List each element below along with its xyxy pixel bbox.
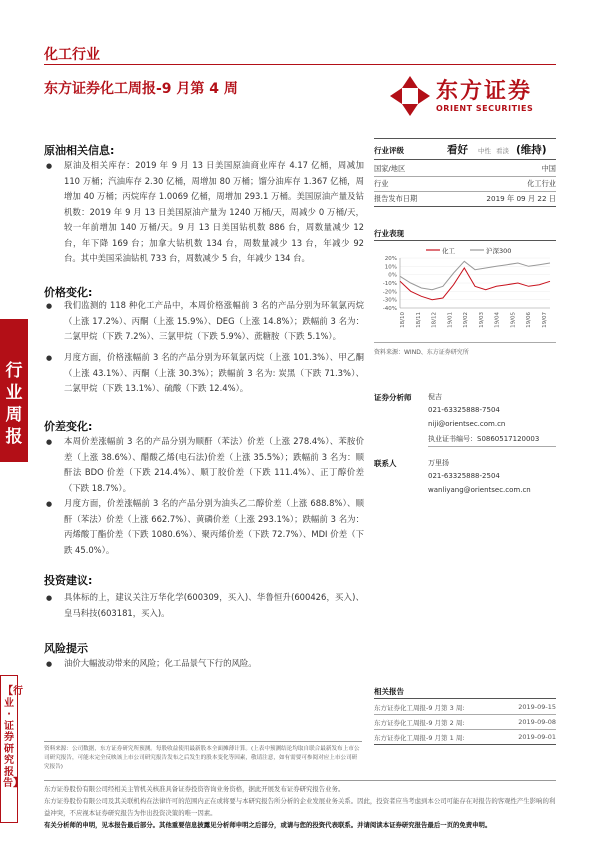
- related-report-date: 2019-09-15: [518, 703, 556, 711]
- related-report-link[interactable]: 东方证券化工周报-9 月第 2 周:: [374, 719, 465, 727]
- price-paragraph-1: 我们监测的 118 种化工产品中，本周价格涨幅前 3 名的产品分别为环氧氯丙烷（上涨 17.2%）、丙酮（上涨 15.9%）、DEG（上涨 14.8%）；跌幅前 3 名为：二氯甲烷（下跌 7.2%）、三氯甲烷（下跌 5.9%）、蔗糖胺（下跌 5.1%）。: [64, 300, 364, 341]
- contact-email[interactable]: wanliyang@orientsec.com.cn: [428, 486, 531, 494]
- info-key: 国家/地区: [374, 164, 406, 173]
- bullet-icon: ●: [46, 660, 53, 668]
- x-tick-label: 18/12: [431, 312, 438, 328]
- chart-title: 行业表现: [374, 229, 404, 238]
- chart-top-rule: [374, 240, 556, 241]
- bullet-icon: ●: [46, 162, 53, 170]
- logo-mark-icon: [388, 74, 432, 118]
- analyst-email[interactable]: niji@orientsec.com.cn: [428, 420, 506, 428]
- logo-text-en: ORIENT SECURITIES: [436, 104, 534, 113]
- related-report-link[interactable]: 东方证券化工周报-9 月第 3 周:: [374, 704, 465, 712]
- info-value: 化工行业: [527, 179, 556, 188]
- x-tick-label: 19/01: [447, 312, 454, 328]
- y-tick-label: -40%: [382, 306, 397, 312]
- oil-paragraph: 原油及相关库存：2019 年 9 月 13 日美国原油商业库存 4.17 亿桶，周减加 110 万桶；汽油库存 2.30 亿桶，周增加 80 万桶；馏分油库存 1.367 亿桶，周增加 40 万桶；丙烷库存 1.0069 亿桶，周增加 293.1 万桶。美国原油产量及钻机数：2019 年 9 月 13 日美国原油产量为 1240 万桶/天，周减少 0 万桶/天，较一年前增加 140 万桶/天。9 月 13 日美国钻机数 886 台，周数量减少 12 台，年下降 169 台；加拿大钻机数 134 台，周数量减少 13 台，年减少 92 台。其中美国采油钻机 733 台，周数减少 5 台，年减少 134 台。: [64, 160, 364, 263]
- contact-phone: 021-63325888-2504: [428, 472, 500, 480]
- spread-paragraph-1: 本周价差涨幅前 3 名的产品分别为顺酐（苯法）价差（上涨 278.4%）、苯胺价差（上涨 38.6%）、醋酸乙烯(电石法)价差（上涨 35.5%）；跌幅前 3 名为：顺酐法 BDO 价差（下跌 214.4%）、顺丁胶价差（下跌 111.4%）、正丁醇价差（下跌 18.7%）。: [64, 436, 364, 493]
- related-report-date: 2019-09-08: [518, 718, 556, 726]
- section-heading-invest: 投资建议:: [44, 574, 93, 587]
- related-report-link[interactable]: 东方证券化工周报-9 月第 1 周:: [374, 734, 465, 742]
- x-tick-label: 19/02: [463, 312, 470, 328]
- rating-bear: 看淡: [496, 147, 509, 155]
- footer-note-rule: [44, 741, 362, 742]
- logo-text: 东方证券: [436, 79, 533, 104]
- rating-bottom-rule: [374, 159, 556, 160]
- footer-rule: [44, 780, 556, 781]
- sector-tag: 化工行业: [44, 47, 100, 63]
- related-title: 相关报告: [374, 687, 404, 696]
- y-tick-label: -30%: [382, 297, 397, 304]
- section-heading-risk: 风险提示: [44, 642, 88, 655]
- risk-paragraph: 油价大幅波动带来的风险；化工品景气下行的风险。: [64, 658, 257, 668]
- related-bottom-rule: [374, 744, 556, 745]
- spread-paragraph-2: 月度方面，价差涨幅前 3 名的产品分别为油头乙二醇价差（上涨 688.8%）、顺酐（苯法）价差（上涨 662.7%）、黄磷价差（上涨 293.1%）；跌幅前 3 名为：丙烯酸丁酯价差（下跌 1080.6%）、聚丙烯价差（下跌 72.7%）、MDI 价差（下跌 45.0%）。: [64, 498, 364, 555]
- report-title: 东方证券化工周报-9 月第 4 周: [44, 81, 238, 97]
- section-heading-price: 价格变化:: [44, 286, 93, 299]
- bullet-icon: ●: [46, 500, 53, 508]
- x-tick-label: 19/05: [510, 312, 517, 328]
- rating-main: 看好: [447, 144, 468, 156]
- footer-line-3: 有关分析师的申明，见本报告最后部分。其他重要信息披露见分析师申明之后部分，或请与您的投资代表联系。并请阅读本证券研究报告最后一页的免责申明。: [44, 821, 492, 829]
- footer-note: 资料来源：公司数据，东方证券研究所预测。每股收益使用最新股本全面摊薄计算。(上表中预测结论均取自联合最新发布上市公司研究报告，可能未完全反映该上市公司研究报告发布之后发生的股本变化等因素，敬请注意，如有需要可参阅对应上市公司研究报告): [44, 746, 360, 770]
- y-tick-label: -10%: [382, 281, 397, 287]
- y-tick-label: -20%: [382, 289, 397, 296]
- legend-label-chem: 化工: [442, 247, 455, 255]
- y-tick-label: 0%: [388, 272, 397, 279]
- x-tick-label: 19/04: [494, 312, 501, 328]
- rating-neutral: 中性: [478, 147, 491, 155]
- x-tick-label: 18/10: [400, 312, 406, 328]
- info-bottom-rule: [374, 206, 556, 207]
- x-tick-label: 19/07: [542, 312, 548, 328]
- analyst-label: 证券分析师: [374, 393, 412, 402]
- related-divider: [374, 729, 556, 730]
- footer-line-1: 东方证券股份有限公司经相关主管机关核准具备证券投资咨询业务资格，据此开展发布证券研究报告业务。: [44, 785, 345, 793]
- rating-top-rule: [374, 138, 556, 139]
- rating-label: 行业评级: [374, 146, 404, 155]
- contact-name: 万里扬: [428, 459, 449, 467]
- info-divider: [374, 176, 556, 177]
- related-divider: [374, 714, 556, 715]
- info-key: 报告发布日期: [374, 194, 418, 203]
- bullet-icon: ●: [46, 354, 53, 362]
- bullet-icon: ●: [46, 438, 53, 446]
- related-report-date: 2019-09-01: [518, 733, 556, 741]
- analyst-phone: 021-63325888-7504: [428, 406, 500, 414]
- invest-paragraph: 具体标的上，建议关注万华化学(600309，买入)、华鲁恒升(600426，买入)、皇马科技(603181，买入)。: [64, 592, 364, 618]
- info-key: 行业: [374, 179, 389, 188]
- x-tick-label: 18/11: [415, 312, 422, 328]
- info-value: 2019 年 09 月 22 日: [486, 194, 556, 203]
- performance-chart: [374, 244, 556, 336]
- bullet-icon: ●: [46, 302, 53, 310]
- chart-source: 资料来源：WIND、东方证券研究所: [374, 349, 469, 356]
- series-line-chem: [400, 268, 550, 300]
- analyst-name: 倪吉: [428, 393, 442, 401]
- header-rule: [44, 64, 556, 65]
- side-band-label: 行业周报: [5, 361, 23, 447]
- y-tick-label: 20%: [384, 256, 397, 262]
- legend-label-hs300: 沪深300: [486, 247, 512, 255]
- x-tick-label: 19/03: [478, 312, 485, 328]
- info-value: 中国: [541, 164, 556, 173]
- section-heading-oil: 原油相关信息:: [44, 144, 115, 157]
- section-heading-spread: 价差变化:: [44, 420, 93, 433]
- x-tick-label: 19/06: [526, 312, 533, 328]
- info-divider: [374, 191, 556, 192]
- y-tick-label: 10%: [384, 264, 397, 271]
- contact-label: 联系人: [374, 459, 397, 468]
- side-strip-label: 【行业·证券研究报告】: [3, 686, 23, 789]
- price-paragraph-2: 月度方面，价格涨幅前 3 名的产品分别为环氧氯丙烷（上涨 101.3%）、甲乙酮（上涨 43.1%）、丙酮（上涨 30.3%）；跌幅前 3 名为: 炭黑（下跌 71.3%）、二氯甲烷（下跌 13.1%）、硫酸（下跌 12.4%）。: [64, 352, 364, 393]
- related-top-rule: [374, 698, 556, 699]
- analyst-license: 执业证书编号：S0860517120003: [428, 435, 540, 443]
- chart-bottom-rule: [374, 342, 556, 343]
- bullet-icon: ●: [46, 594, 53, 602]
- rating-keep: (维持): [516, 144, 547, 156]
- footer-line-2: 东方证券股份有限公司及其关联机构在法律许可的范围内正在或将要与本研究报告所分析的企业发展业务关系。因此，投资者应当考虑到本公司可能存在对报告的客观性产生影响的利益冲突，不应视本证券研究报告为作出投资决策的唯一因素。: [44, 797, 556, 817]
- analyst-rule: [428, 446, 556, 447]
